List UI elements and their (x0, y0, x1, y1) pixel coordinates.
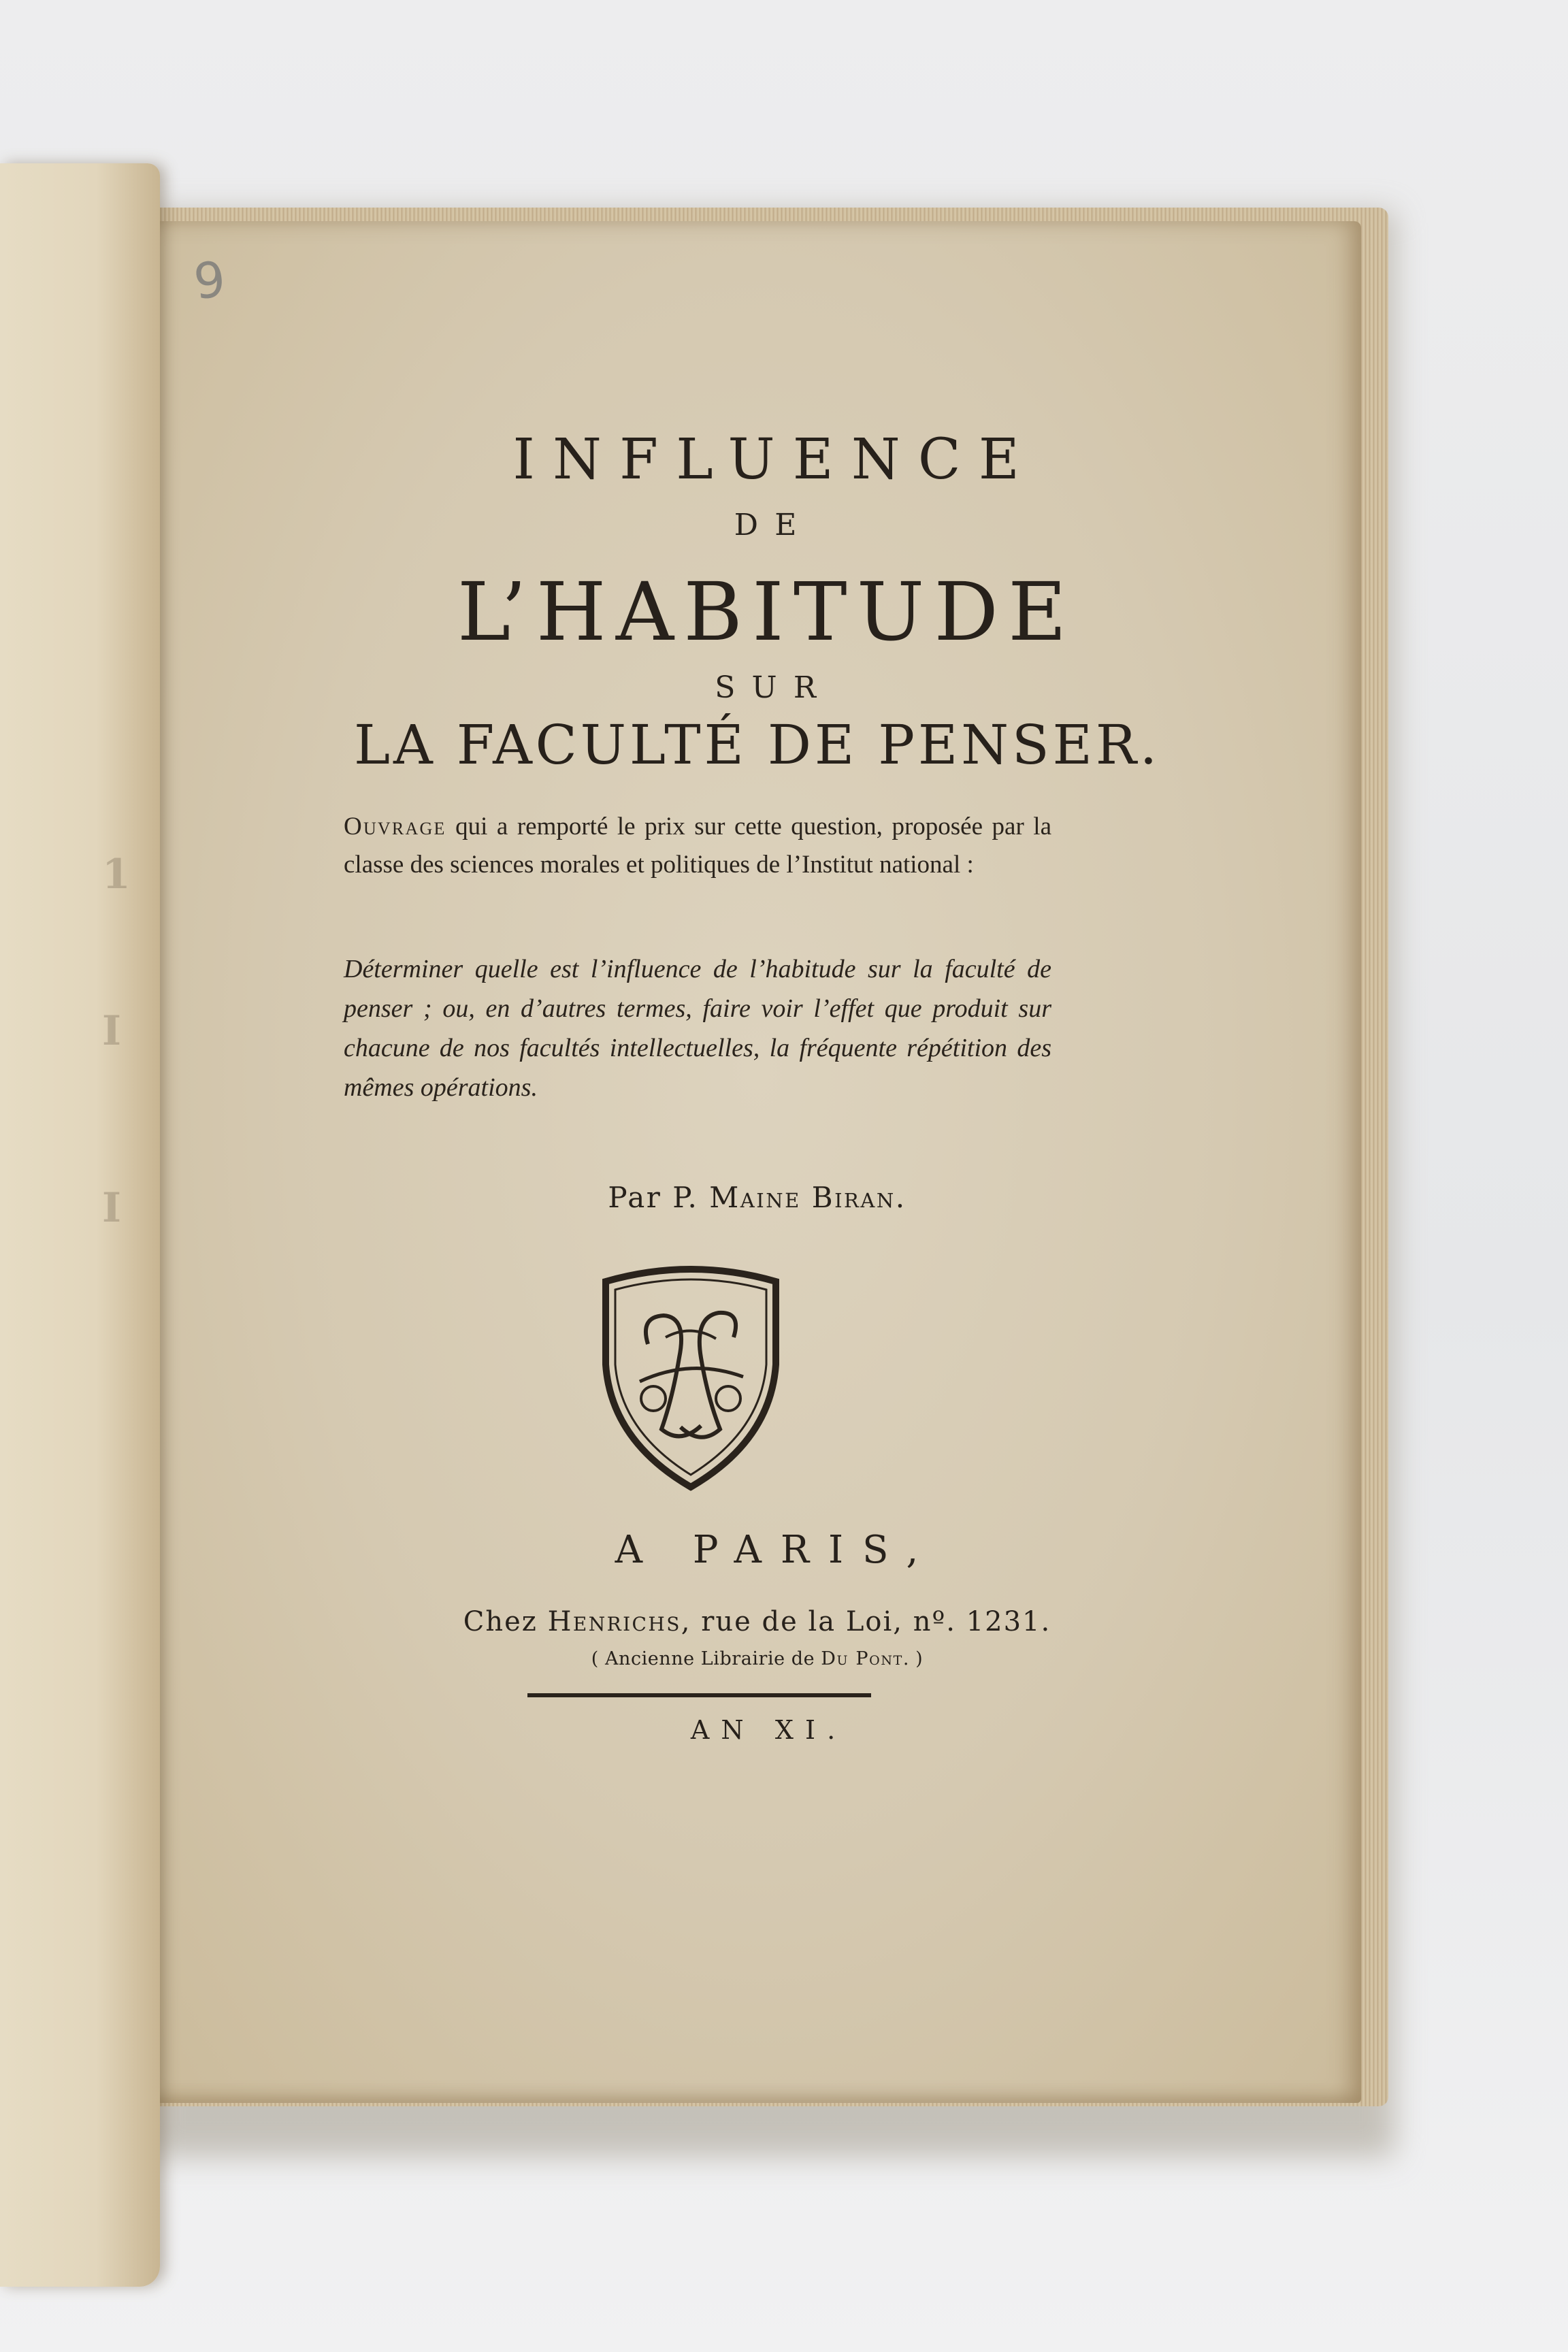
title-line-faculte: LA FACULTÉ DE PENSER. (354, 713, 1160, 777)
author-line (153, 1181, 1361, 1214)
subtitle-text: qui a remporté le prix sur cette question, proposée par la classe des sciences morales et politiques de l’Institut national : (344, 813, 1051, 879)
subtitle-paragraph (344, 808, 1051, 884)
show-through-text: I (102, 1184, 122, 1232)
imprint-publisher-name: Henrichs (547, 1606, 681, 1637)
imprint-note (153, 1648, 1361, 1669)
imprint-publisher-prefix: Chez (463, 1606, 548, 1637)
author-prefix: Par P. (608, 1181, 710, 1214)
imprint-note-suffix: . ) (902, 1648, 924, 1669)
pencil-annotation: 9 (191, 250, 229, 311)
imprint-city: A PARIS, (615, 1528, 938, 1572)
author-suffix: . (895, 1181, 906, 1214)
imprint-publisher (153, 1606, 1361, 1637)
imprint-note-prefix: ( Ancienne Librairie de (591, 1648, 821, 1669)
title-line-influence: INFLUENCE (512, 427, 1037, 492)
facing-blank-leaf (0, 163, 160, 2287)
title-line-sur: SUR (715, 670, 833, 705)
imprint-publisher-suffix: , rue de la Loi, nº. 1231. (681, 1606, 1051, 1637)
show-through-text: 1 (102, 851, 131, 898)
imprint-divider (527, 1693, 871, 1697)
title-page (153, 221, 1361, 2103)
shield-monogram-icon (599, 1262, 783, 1494)
subtitle-lead-word: Ouvrage (344, 813, 446, 840)
show-through-text: I (102, 1007, 122, 1055)
prize-question: Déterminer quelle est l’influence de l’habitude sur la faculté de penser ; ou, en d’autres termes, faire voir l’effet que produit sur chacune de nos facultés intellectuelles, la fréquente répétition des mêmes opérations. (344, 955, 1051, 1102)
imprint-date: AN XI. (690, 1715, 847, 1745)
author-name: Maine Biran (709, 1181, 896, 1214)
imprint-note-name: Du Pont (821, 1648, 903, 1669)
title-line-habitude: L’HABITUDE (457, 565, 1077, 659)
title-line-de: DE (734, 508, 813, 542)
